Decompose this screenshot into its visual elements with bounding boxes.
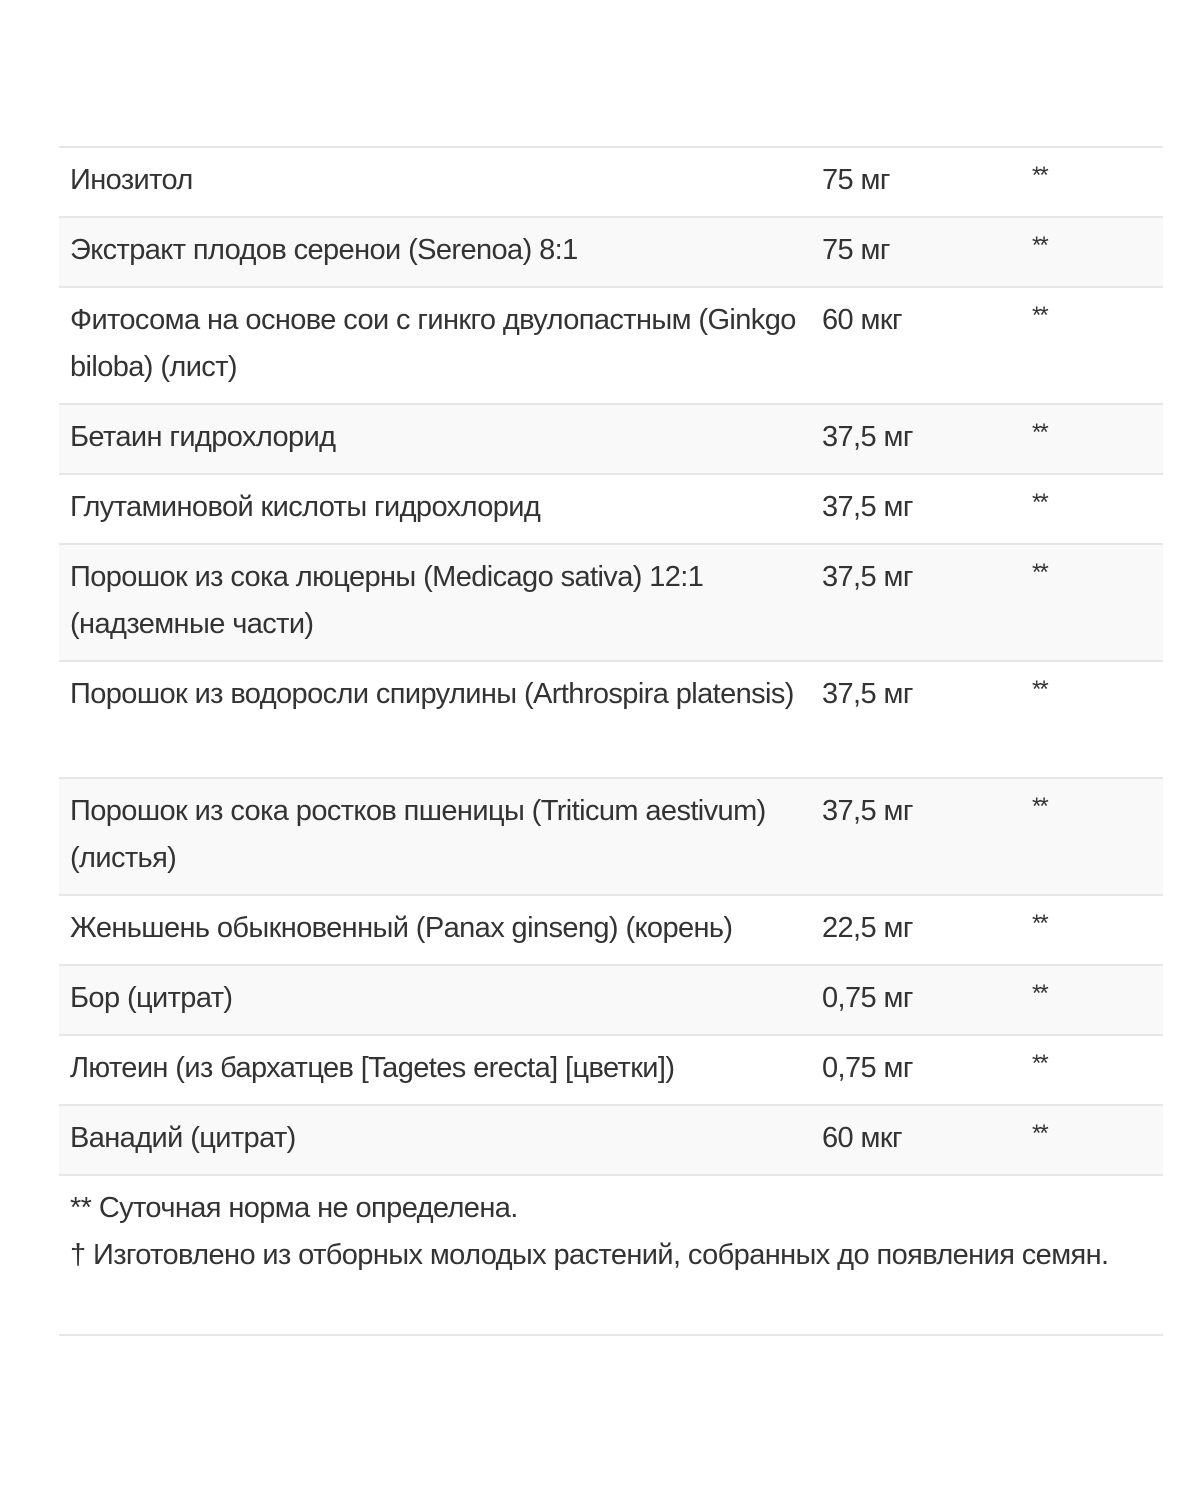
table-footnotes: [59, 1176, 1163, 1336]
table-row: [59, 405, 1163, 475]
table-row: [59, 1106, 1163, 1176]
ingredient-name: Лютеин (из бархатцев [Tagetes erecta] [цветки]): [70, 1052, 675, 1084]
table-row: [59, 545, 1163, 662]
ingredient-amount: 60 мкг: [822, 304, 902, 336]
daily-value: **: [1032, 419, 1047, 446]
ingredient-name: Бетаин гидрохлорид: [70, 421, 336, 453]
daily-value: **: [1032, 980, 1047, 1007]
ingredient-amount: 37,5 мг: [822, 795, 913, 827]
ingredient-name: Инозитол: [70, 164, 193, 196]
table-row: [59, 218, 1163, 288]
ingredient-amount: 37,5 мг: [822, 678, 913, 710]
ingredient-amount: 75 мг: [822, 234, 890, 266]
ingredient-name: Порошок из сока ростков пшеницы (Triticum aestivum) (листья): [70, 795, 766, 874]
ingredient-name: Экстракт плодов серенои (Serenoa) 8:1: [70, 234, 578, 266]
ingredient-name: Бор (цитрат): [70, 982, 233, 1014]
daily-value: **: [1032, 559, 1047, 586]
ingredient-name: Порошок из водоросли спирулины (Arthrospira platensis): [70, 678, 794, 710]
daily-value: **: [1032, 489, 1047, 516]
daily-value: **: [1032, 910, 1047, 937]
ingredient-amount: 60 мкг: [822, 1122, 902, 1154]
dagger-footnote: † Изготовлено из отборных молодых растений, собранных до появления семян.: [70, 1239, 1109, 1271]
table-row: [59, 779, 1163, 896]
ingredient-name: Глутаминовой кислоты гидрохлорид: [70, 491, 541, 523]
table-row: [59, 966, 1163, 1036]
ingredient-amount: 0,75 мг: [822, 982, 913, 1014]
ingredient-amount: 75 мг: [822, 164, 890, 196]
table-row: [59, 896, 1163, 966]
ingredient-name: Порошок из сока люцерны (Medicago sativa) 12:1 (надземные части): [70, 561, 704, 640]
daily-value: **: [1032, 302, 1047, 329]
daily-value: **: [1032, 1050, 1047, 1077]
table-row: [59, 475, 1163, 545]
table-row: [59, 148, 1163, 218]
ingredient-amount: 0,75 мг: [822, 1052, 913, 1084]
ingredient-name: Ванадий (цитрат): [70, 1122, 296, 1154]
daily-value: **: [1032, 793, 1047, 820]
daily-value: **: [1032, 676, 1047, 703]
ingredient-name: Женьшень обыкновенный (Panax ginseng) (корень): [70, 912, 733, 944]
daily-value: **: [1032, 232, 1047, 259]
supplement-facts-table: [59, 146, 1163, 1336]
ingredient-amount: 37,5 мг: [822, 491, 913, 523]
daily-value-footnote: ** Суточная норма не определена.: [70, 1192, 518, 1224]
table-row: [59, 288, 1163, 405]
ingredient-amount: 37,5 мг: [822, 421, 913, 453]
ingredient-name: Фитосома на основе сои с гинкго двулопастным (Ginkgo biloba) (лист): [70, 304, 796, 383]
table-row: [59, 662, 1163, 779]
table-row: [59, 1036, 1163, 1106]
daily-value: **: [1032, 1120, 1047, 1147]
ingredient-amount: 37,5 мг: [822, 561, 913, 593]
daily-value: **: [1032, 162, 1047, 189]
ingredient-amount: 22,5 мг: [822, 912, 913, 944]
